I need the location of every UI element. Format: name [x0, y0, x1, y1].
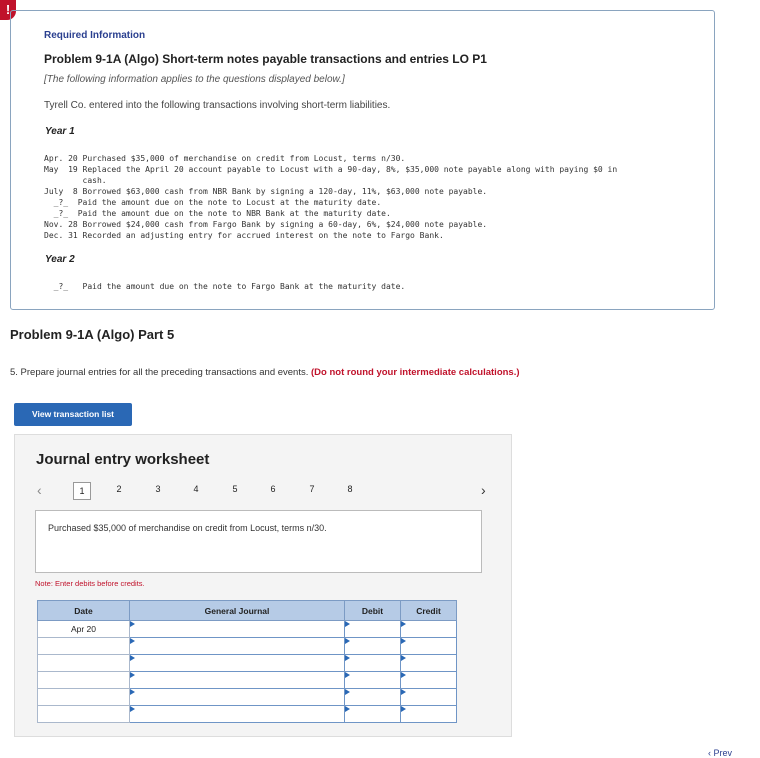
tab-2[interactable]: 2 — [116, 484, 122, 494]
journal-row — [38, 689, 457, 706]
account-input[interactable] — [130, 621, 345, 638]
date-cell[interactable]: Apr 20 — [38, 621, 130, 638]
account-input[interactable] — [130, 655, 345, 672]
column-header-date: Date — [38, 601, 130, 621]
debit-input[interactable] — [345, 672, 401, 689]
journal-row — [38, 621, 457, 638]
date-cell[interactable] — [38, 655, 130, 672]
year1-transaction-line: Nov. 28 Borrowed $24,000 cash from Fargo Bank by signing a 60-day, 6%, $24,000 note payable. — [44, 220, 488, 229]
debit-input[interactable] — [345, 689, 401, 706]
year1-transaction-line: Apr. 20 Purchased $35,000 of merchandise on credit from Locust, terms n/30. — [44, 154, 406, 163]
required-information-panel — [10, 10, 715, 310]
intro-text: Tyrell Co. entered into the following transactions involving short-term liabilities. — [44, 100, 391, 111]
credit-input[interactable] — [401, 638, 457, 655]
chevron-right-icon[interactable]: › — [481, 482, 486, 498]
part-title: Problem 9-1A (Algo) Part 5 — [10, 327, 175, 342]
year2-label: Year 2 — [45, 254, 75, 265]
year1-label: Year 1 — [45, 126, 75, 137]
date-cell[interactable] — [38, 689, 130, 706]
tab-7[interactable]: 7 — [309, 484, 315, 494]
alert-badge: ! — [0, 0, 16, 20]
instruction-emphasis: (Do not round your intermediate calculations.) — [311, 367, 520, 378]
applies-note: [The following information applies to the questions displayed below.] — [44, 74, 345, 85]
column-header-general-journal: General Journal — [130, 601, 345, 621]
credit-input[interactable] — [401, 689, 457, 706]
view-transaction-list-button[interactable]: View transaction list — [14, 403, 132, 426]
tab-8[interactable]: 8 — [347, 484, 353, 494]
year1-transaction-line: Dec. 31 Recorded an adjusting entry for accrued interest on the note to Fargo Bank. — [44, 231, 444, 240]
account-input[interactable] — [130, 689, 345, 706]
year1-transactions — [44, 153, 617, 241]
tab-4[interactable]: 4 — [193, 484, 199, 494]
column-header-credit: Credit — [401, 601, 457, 621]
chevron-left-icon[interactable]: ‹ — [37, 482, 42, 498]
journal-entry-worksheet — [14, 434, 512, 737]
tab-5[interactable]: 5 — [232, 484, 238, 494]
instruction-text: 5. Prepare journal entries for all the preceding transactions and events. — [10, 367, 309, 378]
tab-1[interactable]: 1 — [73, 482, 91, 500]
credit-input[interactable] — [401, 655, 457, 672]
debit-input[interactable] — [345, 638, 401, 655]
date-cell[interactable] — [38, 672, 130, 689]
journal-row — [38, 638, 457, 655]
year1-transaction-line: cash. — [44, 176, 107, 185]
transaction-description-box — [35, 510, 482, 573]
journal-row — [38, 706, 457, 723]
credit-input[interactable] — [401, 621, 457, 638]
year1-transaction-line: _?_ Paid the amount due on the note to Locust at the maturity date. — [44, 198, 382, 207]
date-cell[interactable] — [38, 706, 130, 723]
account-input[interactable] — [130, 706, 345, 723]
year1-transaction-line: July 8 Borrowed $63,000 cash from NBR Bank by signing a 120-day, 11%, $63,000 note payable. — [44, 187, 488, 196]
debit-input[interactable] — [345, 655, 401, 672]
instruction — [10, 367, 520, 378]
required-info-label: Required Information — [44, 30, 146, 41]
problem-title: Problem 9-1A (Algo) Short-term notes payable transactions and entries LO P1 — [44, 52, 487, 66]
journal-table — [37, 600, 457, 723]
journal-row — [38, 672, 457, 689]
column-header-debit: Debit — [345, 601, 401, 621]
year1-transaction-line: May 19 Replaced the April 20 account payable to Locust with a 90-day, 8%, $35,000 note payable along with paying $0 in — [44, 165, 618, 174]
tab-3[interactable]: 3 — [155, 484, 161, 494]
credit-input[interactable] — [401, 706, 457, 723]
journal-row — [38, 655, 457, 672]
year1-transaction-line: _?_ Paid the amount due on the note to NBR Bank at the maturity date. — [44, 209, 391, 218]
debit-credit-note: Note: Enter debits before credits. — [35, 579, 145, 588]
debit-input[interactable] — [345, 706, 401, 723]
credit-input[interactable] — [401, 672, 457, 689]
account-input[interactable] — [130, 638, 345, 655]
prev-link[interactable]: ‹ Prev — [708, 748, 733, 758]
account-input[interactable] — [130, 672, 345, 689]
transaction-description: Purchased $35,000 of merchandise on credit from Locust, terms n/30. — [48, 523, 327, 533]
date-cell[interactable] — [38, 638, 130, 655]
tab-6[interactable]: 6 — [270, 484, 276, 494]
entry-navigation — [15, 482, 513, 502]
year2-transaction: _?_ Paid the amount due on the note to Fargo Bank at the maturity date. — [44, 282, 406, 291]
debit-input[interactable] — [345, 621, 401, 638]
worksheet-title: Journal entry worksheet — [36, 451, 210, 468]
